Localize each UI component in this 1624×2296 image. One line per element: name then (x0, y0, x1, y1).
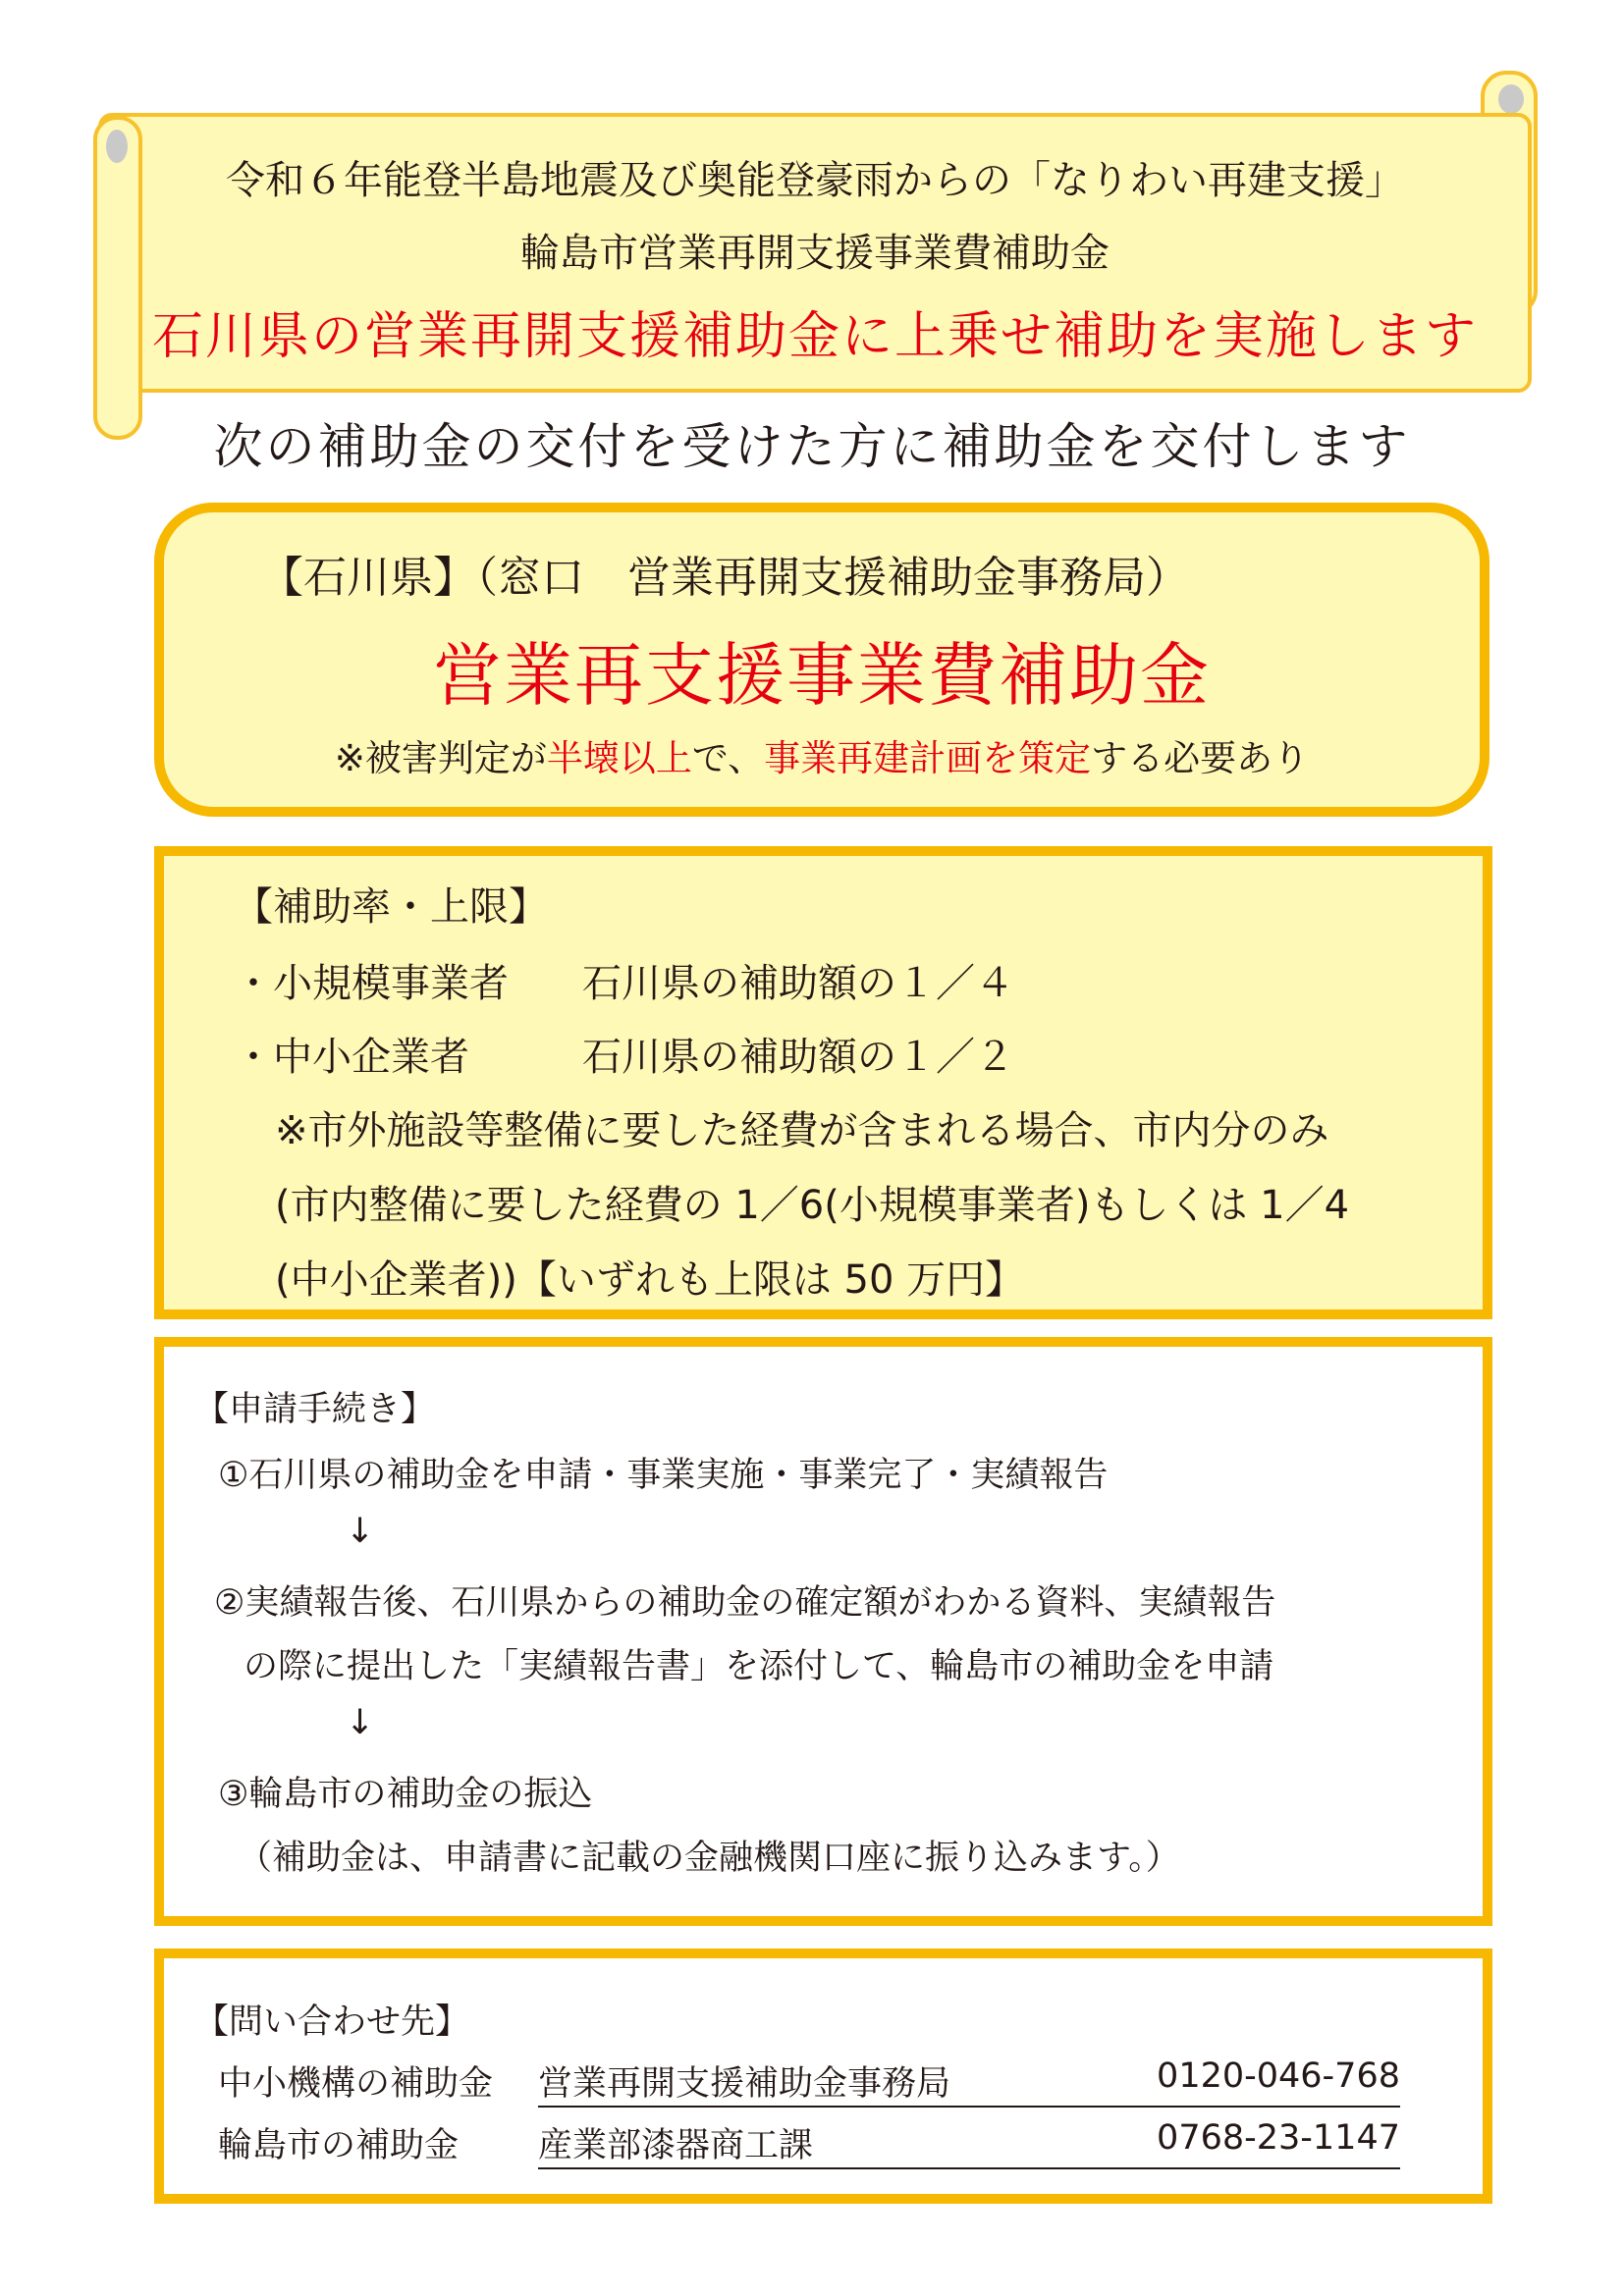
rate-small-label: ・小規模事業者 (234, 961, 509, 1006)
contact-heading: 【問い合わせ先】 (194, 2002, 470, 2042)
procedure-step1: ①石川県の補助金を申請・事業実施・事業完了・実績報告 (218, 1456, 1109, 1495)
note-suffix: する必要あり (1091, 737, 1310, 779)
note-damage-level: 半壊以上 (546, 737, 692, 779)
rate-heading: 【補助率・上限】 (234, 884, 548, 930)
banner-headline: 石川県の営業再開支援補助金に上乗せ補助を実施します (151, 307, 1478, 366)
rate-small-value: 石川県の補助額の１／４ (582, 961, 1014, 1006)
contact-phone: 0768-23-1147 (1157, 2118, 1400, 2158)
down-arrow-icon: ↓ (346, 1703, 375, 1742)
procedure-heading: 【申請手続き】 (194, 1390, 436, 1429)
rate-sme-label: ・中小企業者 (234, 1035, 469, 1080)
contact-label: 中小機構の補助金 (218, 2064, 494, 2104)
prefecture-requirement-note (154, 728, 1489, 781)
procedure-step3: ③輪島市の補助金の振込 (218, 1775, 593, 1814)
contact-office: 産業部漆器商工課 (538, 2126, 814, 2165)
procedure-step2-line1: ②実績報告後、石川県からの補助金の確定額がわかる資料、実績報告 (214, 1583, 1276, 1623)
note-prefix: ※被害判定が (334, 737, 547, 779)
banner-title-line1: 令和６年能登半島地震及び奥能登豪雨からの「なりわい再建支援」 (226, 158, 1404, 203)
contact-row (538, 2118, 1400, 2169)
intro-text: 次の補助金の交付を受けた方に補助金を交付します (213, 418, 1411, 475)
banner-title-line2: 輪島市営業再開支援事業費補助金 (520, 231, 1110, 276)
procedure-step3-note: （補助金は、申請書に記載の金融機関口座に振り込みます。） (238, 1839, 1180, 1878)
contact-label: 輪島市の補助金 (218, 2126, 460, 2165)
scroll-curl-left (93, 116, 142, 440)
prefecture-subsidy-title: 営業再支援事業費補助金 (433, 635, 1211, 716)
note-plan-requirement: 事業再建計画を策定 (764, 737, 1092, 779)
contact-office: 営業再開支援補助金事務局 (538, 2064, 951, 2104)
scroll-curl-right-shadow (1498, 84, 1524, 114)
rate-note-line1: ※市外施設等整備に要した経費が含まれる場合、市内分のみ (275, 1108, 1329, 1153)
down-arrow-icon: ↓ (346, 1512, 375, 1551)
contact-phone: 0120-046-768 (1157, 2056, 1400, 2096)
procedure-step2-line2: の際に提出した「実績報告書」を添付して、輪島市の補助金を申請 (244, 1647, 1274, 1686)
scroll-curl-left-shadow (106, 130, 128, 163)
rate-sme-value: 石川県の補助額の１／２ (582, 1035, 1014, 1080)
prefecture-heading: 【石川県】（窓口 営業再開支援補助金事務局） (260, 553, 1189, 603)
contact-row (538, 2056, 1400, 2108)
rate-note-line2: (市内整備に要した経費の 1／6(小規模事業者)もしくは 1／4 (275, 1183, 1350, 1228)
note-mid: で、 (691, 737, 765, 779)
rate-note-line3: (中小企業者))【いずれも上限は 50 万円】 (275, 1257, 1025, 1303)
